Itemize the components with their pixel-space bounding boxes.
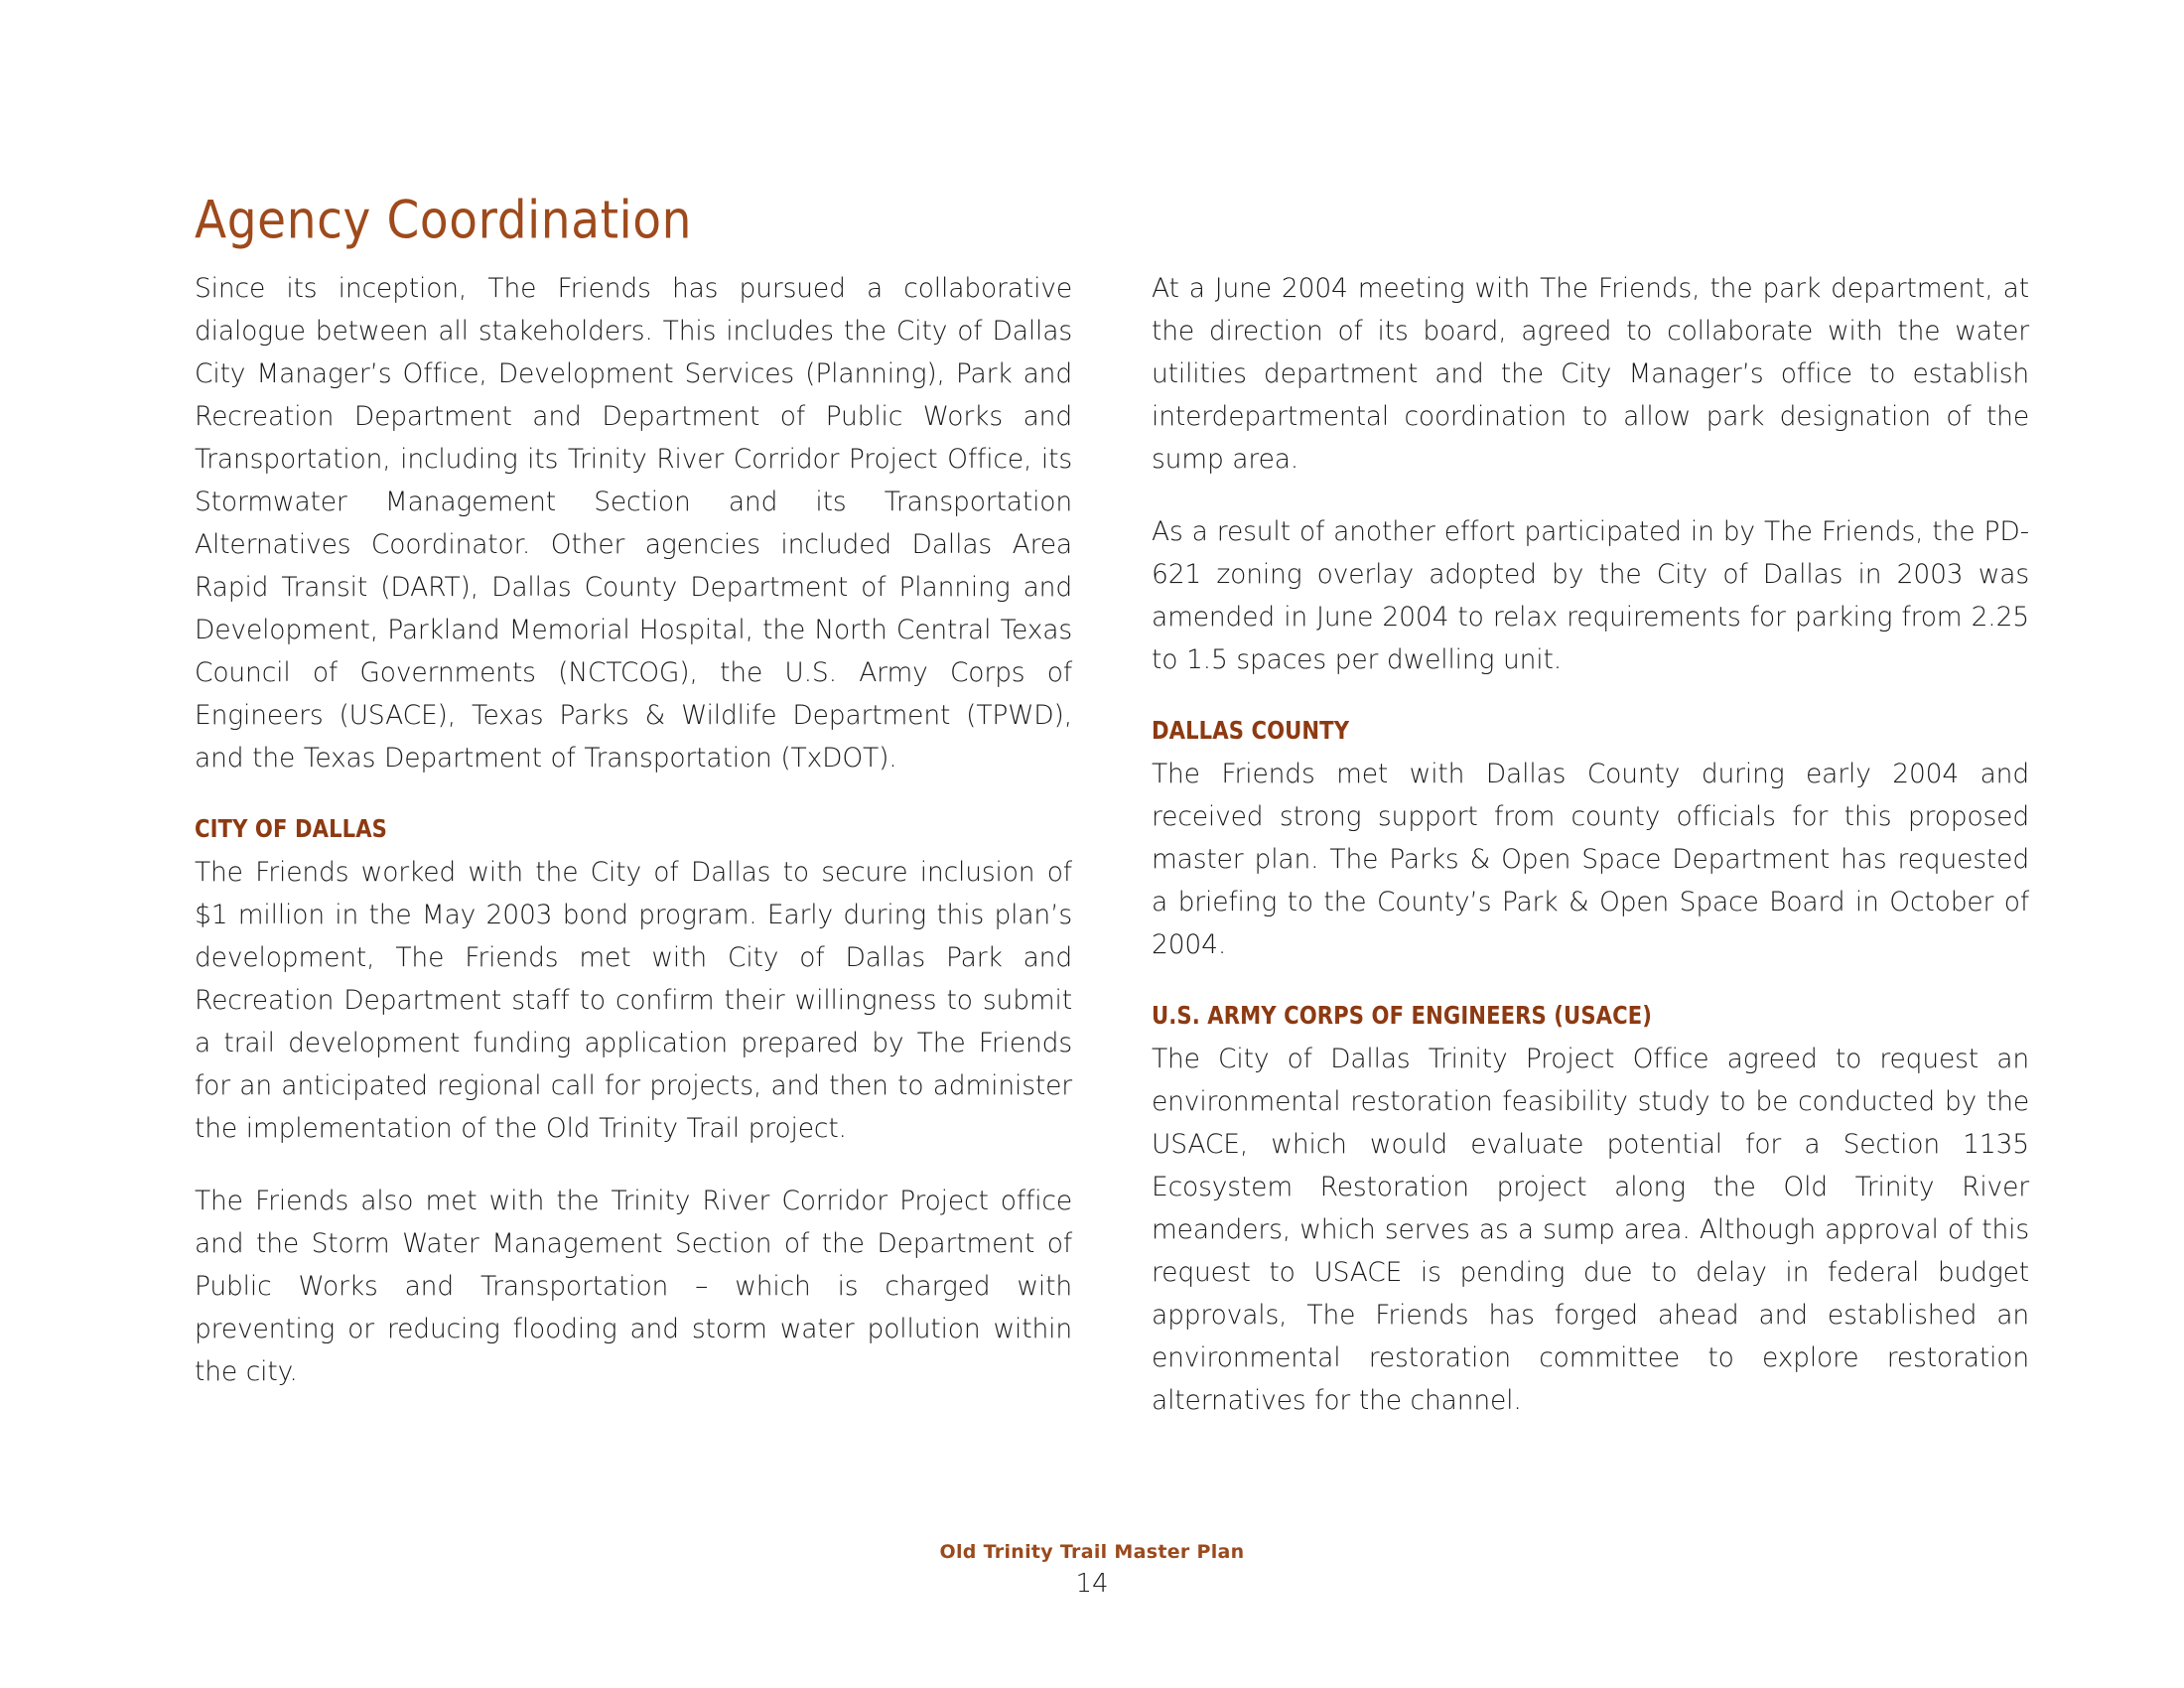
left-column: [195, 267, 1072, 1393]
dallas-county-paragraph: The Friends met with Dallas County during early 2004 and received strong support from county officials for this proposed master plan. The Parks & Open Space Department has requested a briefing to the County’s Park & Open Space Board in October of 2004.: [1152, 759, 2029, 960]
right-paragraph-1: At a June 2004 meeting with The Friends, the park department, at the direction of its board, agreed to collaborate with the water utilities department and the City Manager’s office to establish interdepartmental coordination to allow park designation of the sump area.: [1152, 273, 2029, 475]
page-title: Agency Coordination: [195, 190, 693, 252]
subheading-dallas-county: DALLAS COUNTY: [1152, 716, 1350, 745]
subheading-usace: U.S. ARMY CORPS OF ENGINEERS (USACE): [1152, 1001, 1653, 1030]
intro-paragraph: Since its inception, The Friends has pursued a collaborative dialogue between all stakeholders. This includes the City of Dallas City Manager’s Office, Development Services (Planning), Park and Recreation Department and Department of Public Works and Transportation, including its Trinity River Corridor Project Office, its Stormwater Management Section and its Transportation Alternatives Coordinator. Other agencies included Dallas Area Rapid Transit (DART), Dallas County Department of Planning and Development, Parkland Memorial Hospital, the North Central Texas Council of Governments (NCTCOG), the U.S. Army Corps of Engineers (USACE), Texas Parks & Wildlife Department (TPWD), and the Texas Department of Transportation (TxDOT).: [195, 273, 1072, 774]
page-number: 14: [1075, 1569, 1109, 1599]
right-paragraph-2: As a result of another effort participated in by The Friends, the PD-621 zoning overlay adopted by the City of Dallas in 2003 was amended in June 2004 to relax requirements for parking from 2.25 to 1.5 spaces per dwelling unit.: [1152, 516, 2029, 675]
city-of-dallas-paragraph-1: The Friends worked with the City of Dallas to secure inclusion of $1 million in the May 2003 bond program. Early during this plan’s development, The Friends met with City of Dallas Park and Recreation Department staff to confirm their willingness to submit a trail development funding application prepared by The Friends for an anticipated regional call for projects, and then to administer the implementation of the Old Trinity Trail project.: [195, 857, 1072, 1144]
two-column-layout: [195, 267, 2029, 1422]
usace-paragraph: The City of Dallas Trinity Project Office agreed to request an environmental restoration feasibility study to be conducted by the USACE, which would evaluate potential for a Section 1135 Ecosystem Restoration project along the Old Trinity River meanders, which serves as a sump area. Although approval of this request to USACE is pending due to delay in federal budget approvals, The Friends has forged ahead and established an environmental restoration committee to explore restoration alternatives for the channel.: [1152, 1044, 2029, 1416]
right-column: [1152, 267, 2029, 1422]
page-footer: [0, 1539, 2184, 1601]
subheading-city-of-dallas: CITY OF DALLAS: [195, 814, 388, 843]
city-of-dallas-paragraph-2: The Friends also met with the Trinity River Corridor Project office and the Storm Water Management Section of the Department of Public Works and Transportation – which is charged with preventing or reducing flooding and storm water pollution within the city.: [195, 1186, 1072, 1387]
page-content: [195, 190, 2029, 1422]
footer-document-title: Old Trinity Trail Master Plan: [939, 1541, 1245, 1563]
